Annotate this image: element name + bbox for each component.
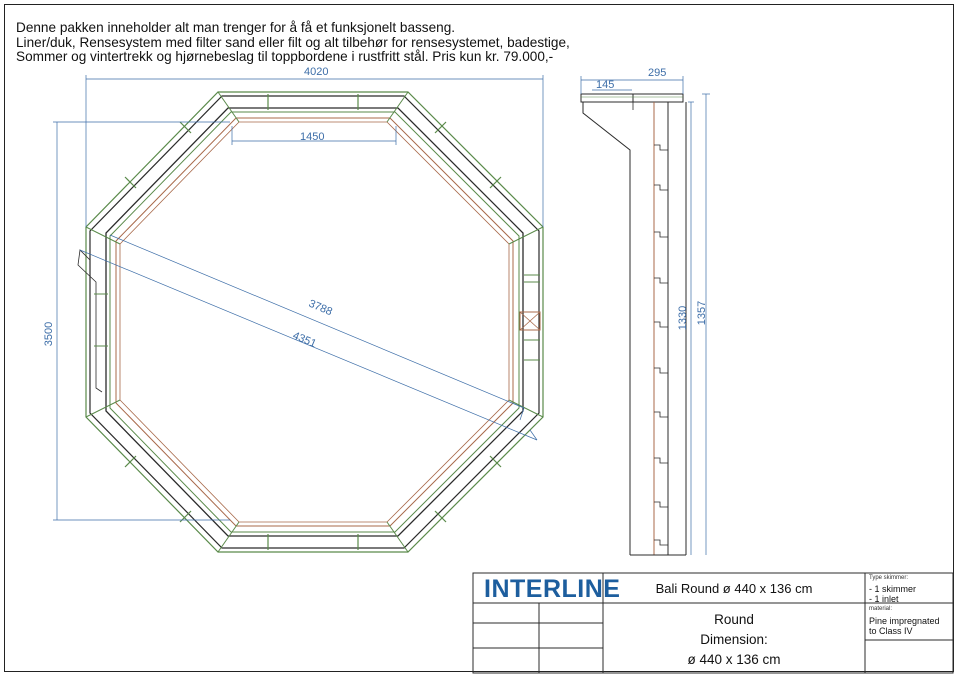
material-line-1: Pine impregnated: [869, 616, 940, 626]
type-skimmer-label: Type skimmer:: [869, 575, 909, 581]
octagon-inner-brown: [116, 118, 513, 526]
octagon-wall-outer: [106, 108, 523, 536]
plan-dimensions: [53, 75, 543, 520]
section-dimensions: [581, 76, 710, 555]
wall-notches: [654, 145, 668, 545]
dim-inner-diagonal: 3788: [306, 297, 335, 319]
dim-outer-diagonal: 4351: [290, 329, 319, 351]
dim-total-height: 1357: [696, 300, 708, 326]
octagon-wall-green: [110, 112, 519, 532]
dim-wall-height: 1330: [677, 305, 689, 331]
dim-section-top: 295: [648, 67, 667, 79]
type-line-1: - 1 skimmer: [869, 584, 916, 594]
dimension-value: ø 440 x 136 cm: [687, 652, 781, 667]
octagon-outer-dark: [90, 96, 539, 548]
dimension-label: Dimension:: [700, 632, 768, 647]
dim-side-length: 1450: [300, 131, 325, 143]
material-list: [869, 616, 940, 636]
dim-height-total: 3500: [43, 321, 55, 347]
interline-logo: INTERLINE: [484, 575, 621, 603]
type-line-2: - 1 inlet: [869, 594, 899, 604]
description-line-3: Sommer og vintertrekk og hjørnebeslag til toppbordene i rustfritt stål. Pris kun kr. 79.000,-: [16, 49, 554, 65]
dim-width-total: 4020: [304, 66, 329, 78]
shape-label: Round: [714, 612, 754, 627]
description-line-1: Denne pakken inneholder alt man trenger for å få et funksjonelt basseng.: [16, 20, 456, 35]
octagon-outer-outline: [86, 92, 543, 552]
dim-section-board: 145: [596, 79, 615, 91]
section-view: [581, 94, 686, 555]
material-line-2: to Class IV: [869, 626, 913, 636]
octagon-plan-view: [78, 92, 543, 552]
product-name: Bali Round ø 440 x 136 cm: [655, 581, 813, 596]
type-skimmer-list: [869, 584, 916, 604]
material-label: material:: [869, 606, 893, 612]
description-line-2: Liner/duk, Rensesystem med filter sand eller filt og alt tilbehør for rensesystemet, badestige,: [16, 34, 570, 50]
corner-connectors: [86, 92, 543, 552]
octagon-inner-brown-2: [120, 122, 509, 522]
